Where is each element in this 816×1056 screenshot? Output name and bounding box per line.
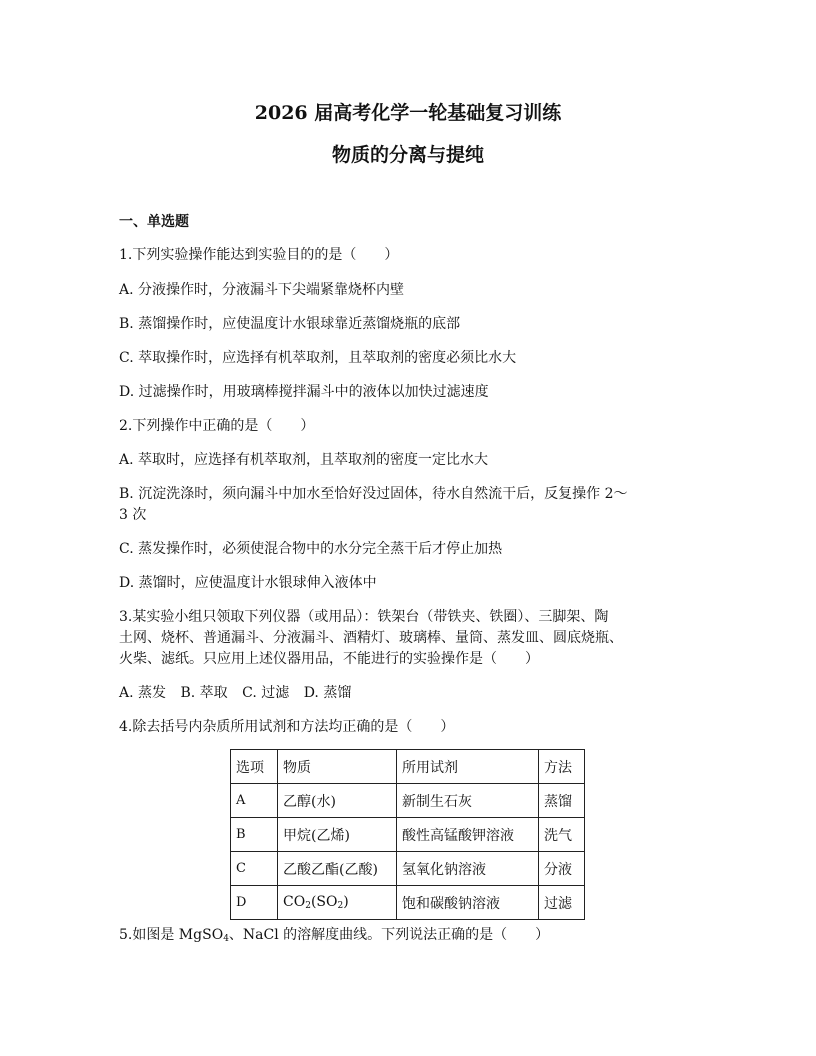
question-2-option-c: C. 蒸发操作时，必须使混合物中的水分完全蒸干后才停止加热 bbox=[119, 541, 503, 557]
option-cell: C bbox=[231, 852, 278, 886]
question-4-table bbox=[230, 749, 585, 920]
formula-subscript: 2 bbox=[305, 901, 311, 911]
question-3-stem-line3: 火柴、滤纸。只应用上述仪器用品，不能进行的实验操作是（ ） bbox=[119, 651, 539, 667]
question-5-stem-prefix: 5.如图是 MgSO bbox=[119, 927, 224, 943]
question-1-option-d: D. 过滤操作时，用玻璃棒搅拌漏斗中的液体以加快过滤速度 bbox=[119, 384, 489, 400]
substance-cell bbox=[278, 886, 397, 920]
table-header-row bbox=[231, 750, 585, 784]
formula-part: ) bbox=[343, 894, 349, 910]
question-1-stem: 1.下列实验操作能达到实验目的的是（ ） bbox=[119, 247, 399, 263]
table-header-cell: 方法 bbox=[539, 750, 585, 784]
reagent-cell: 新制生石灰 bbox=[397, 784, 539, 818]
reagent-cell: 氢氧化钠溶液 bbox=[397, 852, 539, 886]
table-row bbox=[231, 886, 585, 920]
table-row bbox=[231, 818, 585, 852]
reagent-cell: 酸性高锰酸钾溶液 bbox=[397, 818, 539, 852]
section-heading: 一、单选题 bbox=[119, 214, 189, 230]
substance-cell: 乙酸乙酯(乙酸) bbox=[278, 852, 397, 886]
question-1-option-b: B. 蒸馏操作时，应使温度计水银球靠近蒸馏烧瓶的底部 bbox=[119, 316, 461, 332]
question-2-option-b-line2: 3 次 bbox=[119, 507, 147, 523]
formula-subscript: 2 bbox=[337, 901, 344, 911]
formula-subscript: 4 bbox=[223, 934, 229, 944]
reagent-cell: 饱和碳酸钠溶液 bbox=[397, 886, 539, 920]
question-5-stem-suffix: 、NaCl 的溶解度曲线。下列说法正确的是（ ） bbox=[228, 927, 550, 943]
question-2-option-d: D. 蒸馏时，应使温度计水银球伸入液体中 bbox=[119, 575, 377, 591]
page-title: 2026 届高考化学一轮基础复习训练 bbox=[254, 102, 562, 124]
question-3-stem-line2: 土网、烧杯、普通漏斗、分液漏斗、酒精灯、玻璃棒、量筒、蒸发皿、圆底烧瓶、 bbox=[119, 630, 623, 646]
method-cell: 洗气 bbox=[539, 818, 585, 852]
question-3-stem-line1: 3.某实验小组只领取下列仪器（或用品）：铁架台（带铁夹、铁圈）、三脚架、陶 bbox=[119, 609, 609, 625]
question-5-stem bbox=[119, 926, 549, 948]
question-3-option-c: C. 过滤 bbox=[242, 685, 290, 701]
question-2-stem: 2.下列操作中正确的是（ ） bbox=[119, 418, 315, 434]
question-3-option-b: B. 萃取 bbox=[180, 685, 228, 701]
question-3-option-a: A. 蒸发 bbox=[119, 685, 167, 701]
table-row bbox=[231, 852, 585, 886]
formula-part: CO bbox=[283, 894, 306, 910]
question-1-option-a: A. 分液操作时，分液漏斗下尖端紧靠烧杯内壁 bbox=[119, 282, 405, 298]
substance-cell: 甲烷(乙烯) bbox=[278, 818, 397, 852]
table-header-cell: 所用试剂 bbox=[397, 750, 539, 784]
page-subtitle: 物质的分离与提纯 bbox=[331, 144, 484, 166]
substance-cell: 乙醇(水) bbox=[278, 784, 397, 818]
option-cell: B bbox=[231, 818, 278, 852]
table-row bbox=[231, 784, 585, 818]
option-cell: D bbox=[231, 886, 278, 920]
method-cell: 蒸馏 bbox=[539, 784, 585, 818]
question-1-option-c: C. 萃取操作时，应选择有机萃取剂，且萃取剂的密度必须比水大 bbox=[119, 350, 517, 366]
question-4-stem: 4.除去括号内杂质所用试剂和方法均正确的是（ ） bbox=[119, 719, 455, 735]
formula-part: (SO bbox=[310, 894, 338, 910]
table-header-cell: 物质 bbox=[278, 750, 397, 784]
table-header-cell: 选项 bbox=[231, 750, 278, 784]
method-cell: 过滤 bbox=[539, 886, 585, 920]
question-3-options bbox=[119, 684, 351, 702]
question-2-option-a: A. 萃取时，应选择有机萃取剂，且萃取剂的密度一定比水大 bbox=[119, 452, 489, 468]
option-cell: A bbox=[231, 784, 278, 818]
question-2-option-b-line1: B. 沉淀洗涤时，须向漏斗中加水至恰好没过固体，待水自然流干后，反复操作 2～ bbox=[119, 486, 628, 502]
question-3-option-d: D. 蒸馏 bbox=[303, 685, 352, 701]
method-cell: 分液 bbox=[539, 852, 585, 886]
